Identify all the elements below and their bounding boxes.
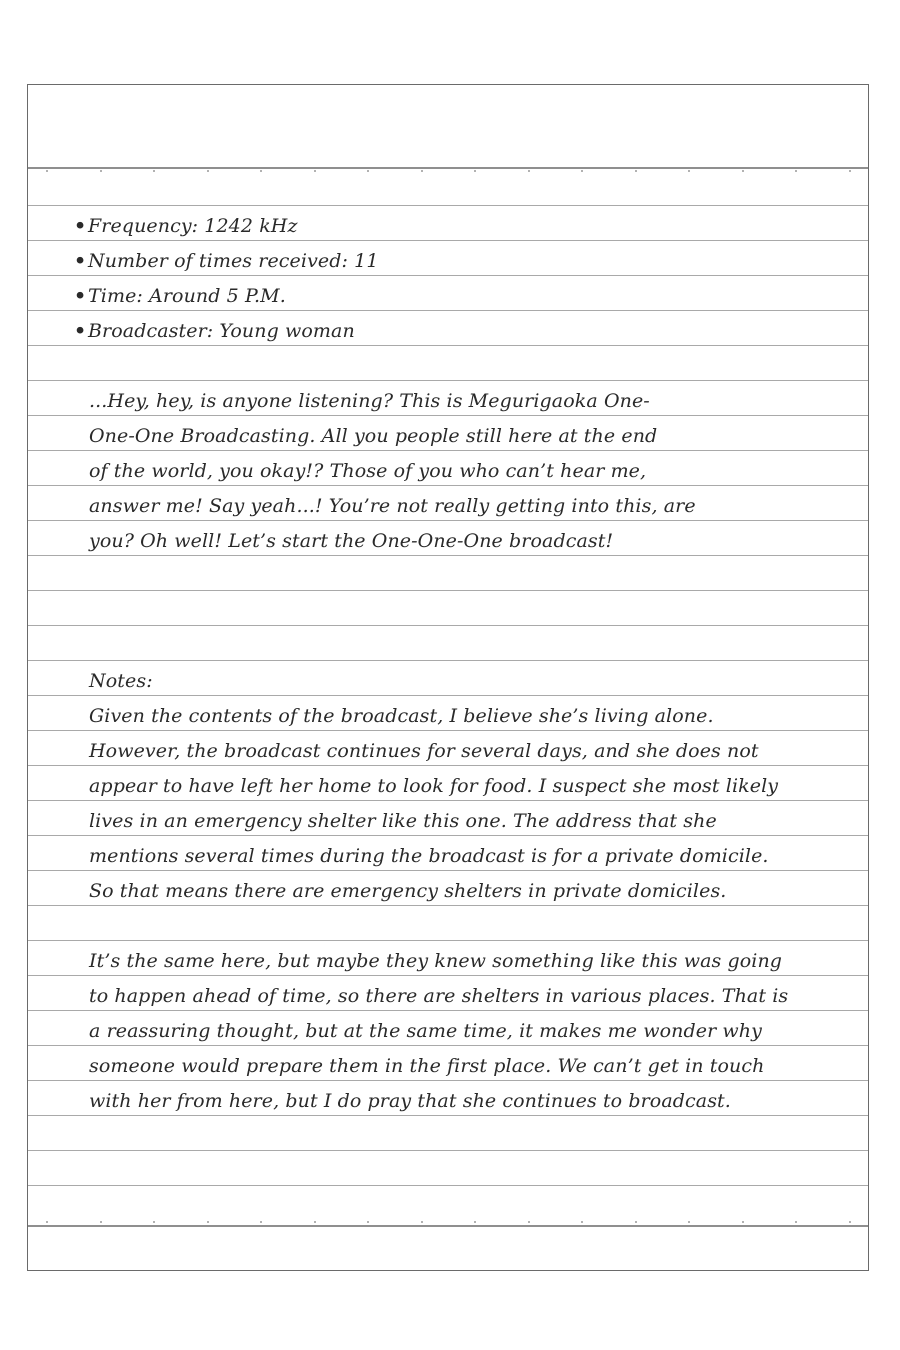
ruled-line xyxy=(28,520,868,521)
dot xyxy=(367,1221,369,1223)
dot xyxy=(153,170,155,172)
ruled-line xyxy=(28,695,868,696)
ruled-line xyxy=(28,940,868,941)
ruled-line xyxy=(28,485,868,486)
ruled-line xyxy=(28,625,868,626)
ruled-line xyxy=(28,275,868,276)
ruled-line xyxy=(28,975,868,976)
ruled-line xyxy=(28,800,868,801)
broadcast-line: ...Hey, hey, is anyone listening? This is Megurigaoka One- xyxy=(89,390,650,412)
ruled-line xyxy=(28,240,868,241)
ruled-line xyxy=(28,1010,868,1011)
dot xyxy=(635,1221,637,1223)
dot xyxy=(100,170,102,172)
bullet-icon: • xyxy=(74,320,87,342)
dot xyxy=(528,1221,530,1223)
dot xyxy=(153,1221,155,1223)
notes-line: However, the broadcast continues for several days, and she does not xyxy=(89,740,759,762)
dot xyxy=(849,1221,851,1223)
notes-line: lives in an emergency shelter like this one. The address that she xyxy=(89,810,717,832)
dot xyxy=(260,170,262,172)
ruled-line xyxy=(28,345,868,346)
notes-label: Notes: xyxy=(89,670,153,692)
dot xyxy=(635,170,637,172)
dot xyxy=(688,1221,690,1223)
dot xyxy=(688,170,690,172)
ruled-line xyxy=(28,660,868,661)
ruled-line xyxy=(28,1080,868,1081)
dot xyxy=(795,170,797,172)
dot xyxy=(367,170,369,172)
dot xyxy=(474,170,476,172)
dot xyxy=(474,1221,476,1223)
dot xyxy=(207,1221,209,1223)
ruled-line xyxy=(28,555,868,556)
dot xyxy=(314,170,316,172)
ruled-line xyxy=(28,450,868,451)
ruled-line xyxy=(28,205,868,206)
notes2-line: a reassuring thought, but at the same time, it makes me wonder why xyxy=(89,1020,762,1042)
notebook-page xyxy=(27,84,869,1271)
notes2-line: someone would prepare them in the first place. We can’t get in touch xyxy=(89,1055,765,1077)
page-footer-band xyxy=(28,1224,868,1270)
ruled-line xyxy=(28,1150,868,1151)
ruled-line xyxy=(28,1045,868,1046)
ruled-line xyxy=(28,870,868,871)
spec-times-received: •Number of times received: 11 xyxy=(74,250,379,272)
dot xyxy=(46,170,48,172)
ruled-line xyxy=(28,730,868,731)
spec-time: •Time: Around 5 P.M. xyxy=(74,285,286,307)
dot xyxy=(314,1221,316,1223)
notes-line: appear to have left her home to look for food. I suspect she most likely xyxy=(89,775,779,797)
dot xyxy=(421,170,423,172)
dot xyxy=(100,1221,102,1223)
ruled-line xyxy=(28,765,868,766)
notes-line: Given the contents of the broadcast, I believe she’s living alone. xyxy=(89,705,714,727)
page-header-band xyxy=(28,85,868,167)
notes2-line: with her from here, but I do pray that she continues to broadcast. xyxy=(89,1090,731,1112)
dot xyxy=(581,1221,583,1223)
dot-row xyxy=(28,170,868,174)
ruled-line xyxy=(28,380,868,381)
ruled-line xyxy=(28,835,868,836)
notes-line: So that means there are emergency shelters in private domiciles. xyxy=(89,880,727,902)
ruled-line xyxy=(28,415,868,416)
ruled-line xyxy=(28,1185,868,1186)
dot xyxy=(581,170,583,172)
bullet-icon: • xyxy=(74,285,87,307)
ruled-line xyxy=(28,590,868,591)
spec-frequency: •Frequency: 1242 kHz xyxy=(74,215,298,237)
ruled-line xyxy=(28,905,868,906)
broadcast-line: answer me! Say yeah...! You’re not really getting into this, are xyxy=(89,495,696,517)
margin-rule xyxy=(28,167,868,169)
dot xyxy=(46,1221,48,1223)
bullet-icon: • xyxy=(74,250,87,272)
dot xyxy=(742,1221,744,1223)
notes2-line: to happen ahead of time, so there are shelters in various places. That is xyxy=(89,985,789,1007)
dot xyxy=(207,170,209,172)
broadcast-line: you? Oh well! Let’s start the One-One-One broadcast! xyxy=(89,530,614,552)
dot xyxy=(849,170,851,172)
notes2-line: It’s the same here, but maybe they knew something like this was going xyxy=(89,950,783,972)
dot xyxy=(742,170,744,172)
ruled-line xyxy=(28,310,868,311)
dot xyxy=(528,170,530,172)
spec-broadcaster: •Broadcaster: Young woman xyxy=(74,320,355,342)
notes-line: mentions several times during the broadcast is for a private domicile. xyxy=(89,845,769,867)
ruled-line xyxy=(28,1115,868,1116)
bullet-icon: • xyxy=(74,215,87,237)
broadcast-line: One-One Broadcasting. All you people still here at the end xyxy=(89,425,658,447)
dot xyxy=(260,1221,262,1223)
dot xyxy=(421,1221,423,1223)
broadcast-line: of the world, you okay!? Those of you who can’t hear me, xyxy=(89,460,647,482)
dot xyxy=(795,1221,797,1223)
